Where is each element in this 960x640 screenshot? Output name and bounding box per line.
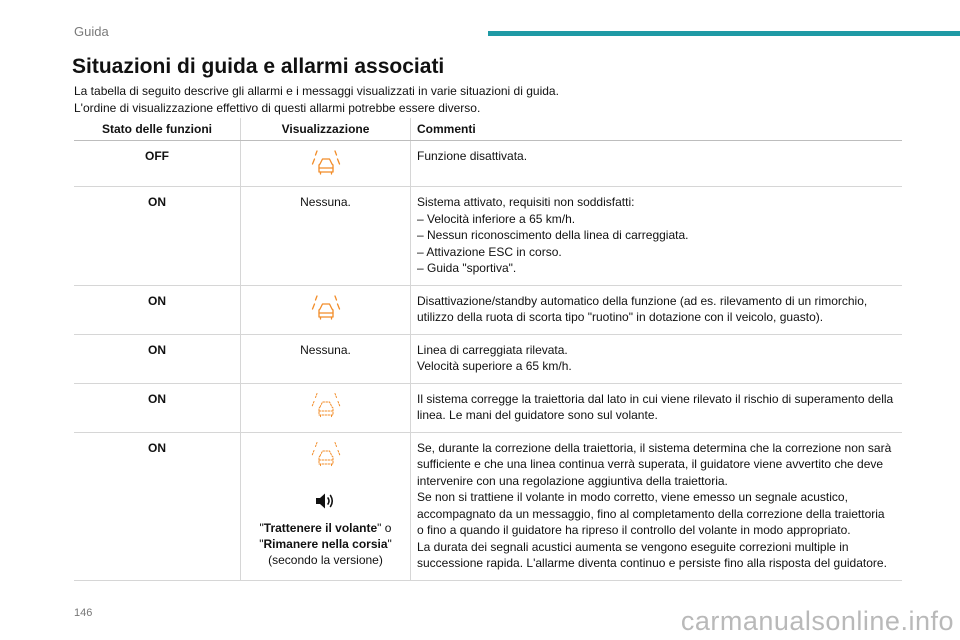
section-label: Guida (74, 24, 109, 39)
comment-line: sufficiente e che una linea continua verrà superata, il guidatore viene avvertito che deve (417, 457, 884, 471)
table-row (74, 141, 902, 187)
comment-line: Disattivazione/standby automatico della funzione (ad es. rilevamento di un rimorchio, (417, 293, 868, 308)
comments-cell (411, 141, 903, 187)
lane-warning-flashing-icon (310, 391, 342, 421)
comment-line: successione rapida. L'allarme diventa continuo e persiste fino alla risposta del guidatore. (417, 556, 887, 570)
alert-message (247, 520, 404, 568)
header-comments: Commenti (411, 118, 903, 141)
comment-line: Funzione disattivata. (417, 149, 528, 163)
display-cell (241, 141, 411, 187)
section-accent-bar (488, 31, 960, 36)
table-row (74, 285, 902, 334)
status-cell: ON (74, 432, 241, 580)
comment-line: – Guida "sportiva". (417, 261, 517, 275)
table-row (74, 334, 902, 383)
status-cell: ON (74, 383, 241, 432)
comments-cell (411, 285, 903, 334)
display-cell: Nessuna. (241, 187, 411, 286)
comment-line: Velocità superiore a 65 km/h. (417, 359, 572, 373)
page-title: Situazioni di guida e allarmi associati (72, 55, 445, 78)
quote: " (387, 536, 392, 551)
header-display: Visualizzazione (241, 118, 411, 141)
lane-warning-icon (311, 293, 341, 323)
comment-line: Il sistema corregge la traiettoria dal lato in cui viene rilevato il rischio di superamento della (417, 391, 894, 406)
comment-line: Sistema attivato, requisiti non soddisfatti: (417, 195, 635, 209)
status-cell: ON (74, 187, 241, 286)
comment-line: – Attivazione ESC in corso. (417, 244, 562, 259)
intro-text (74, 83, 894, 117)
table-row (74, 187, 902, 286)
message-line-1 (247, 520, 404, 536)
display-cell (241, 383, 411, 432)
comments-cell (411, 334, 903, 383)
comment-line: o fino a quando il guidatore ha ripreso il controllo del volante in modo appropriato. (417, 523, 851, 537)
lane-warning-flashing-icon (310, 440, 342, 470)
quote: " (259, 536, 264, 551)
intro-line-2: L'ordine di visualizzazione effettivo di questi allarmi potrebbe essere diverso. (74, 101, 481, 115)
watermark: carmanualsonline.info (680, 606, 954, 636)
quote-or: " o (377, 520, 392, 535)
page-number: 146 (74, 607, 93, 619)
display-cell (241, 285, 411, 334)
header-status: Stato delle funzioni (74, 118, 241, 141)
comments-cell (411, 432, 903, 580)
message-hold-wheel: Trattenere il volante (263, 520, 378, 535)
display-cell (241, 432, 411, 580)
comment-line: Se non si trattiene il volante in modo corretto, viene emesso un segnale acustico, (417, 490, 848, 504)
display-cell: Nessuna. (241, 334, 411, 383)
message-stay-in-lane: Rimanere nella corsia (263, 536, 388, 551)
lane-warning-icon (311, 148, 341, 178)
speaker-icon (315, 492, 337, 510)
status-cell: ON (74, 334, 241, 383)
quote: " (259, 520, 264, 535)
comment-line: Linea di carreggiata rilevata. (417, 342, 568, 357)
status-cell: OFF (74, 141, 241, 187)
status-cell: ON (74, 285, 241, 334)
comment-line: linea. Le mani del guidatore sono sul volante. (417, 408, 658, 422)
message-line-2 (247, 536, 404, 552)
comment-line: utilizzo della ruota di scorta tipo "ruotino" in dotazione con il veicolo, guasto). (417, 310, 824, 324)
message-version-note: (secondo la versione) (268, 552, 383, 567)
comment-line: La durata dei segnali acustici aumenta se vengono eseguite correzioni multiple in (417, 539, 849, 554)
comments-cell (411, 187, 903, 286)
table-row (74, 383, 902, 432)
comment-line: accompagnato da un messaggio, fino al completamento della correzione della traiettoria (417, 506, 885, 521)
intro-line-1: La tabella di seguito descrive gli allarmi e i messaggi visualizzati in varie situazioni di guida. (74, 84, 559, 98)
comments-cell (411, 383, 903, 432)
alerts-table (74, 118, 902, 581)
comment-line: – Velocità inferiore a 65 km/h. (417, 211, 576, 226)
table-row (74, 432, 902, 580)
comment-line: intervenire con una regolazione aggiuntiva della traiettoria. (417, 473, 728, 488)
comment-line: Se, durante la correzione della traiettoria, il sistema determina che la correzione non sarà (417, 440, 892, 455)
table-header-row (74, 118, 902, 141)
comment-line: – Nessun riconoscimento della linea di carreggiata. (417, 228, 689, 242)
